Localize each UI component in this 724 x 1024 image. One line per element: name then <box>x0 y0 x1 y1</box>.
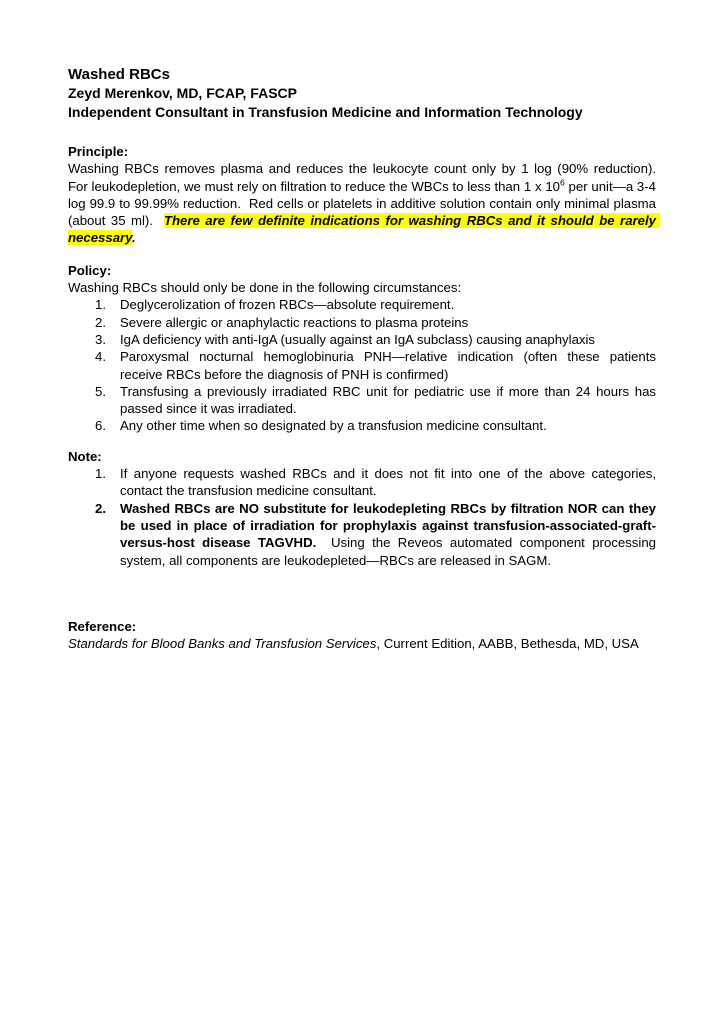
list-number: 6. <box>95 418 106 434</box>
policy-item-6 <box>95 417 656 434</box>
note-list <box>95 465 660 569</box>
list-number: 1. <box>95 297 106 313</box>
policy-list <box>95 296 660 434</box>
doc-author: Zeyd Merenkov, MD, FCAP, FASCP <box>68 85 297 101</box>
list-number: 5. <box>95 383 106 399</box>
policy-intro: Washing RBCs should only be done in the following circumstances: <box>68 280 462 296</box>
policy-heading: Policy: <box>68 262 112 278</box>
reference-title-italic: Standards for Blood Banks and Transfusion Services <box>68 636 377 652</box>
note-heading: Note: <box>68 448 102 464</box>
note-item-2-normal-text: Using the Reveos automated component processing system, all components are leukodepleted—RBCs are released in SAGM. <box>120 535 660 568</box>
list-number: 2. <box>95 500 106 516</box>
list-item-text: Any other time when so designated by a transfusion medicine consultant. <box>120 418 547 434</box>
list-number: 1. <box>95 466 106 482</box>
section-policy <box>68 262 660 435</box>
reference-details: , Current Edition, AABB, Bethesda, MD, USA <box>376 636 639 652</box>
principle-text-before-sup: Washing RBCs removes plasma and reduces the leukocyte count only by 1 log (90% reduction). For leukodepletion, we must rely on filtration to reduce the WBCs to less than 1 x 10 <box>68 161 664 194</box>
list-number: 3. <box>95 331 106 347</box>
principle-heading: Principle: <box>68 144 129 159</box>
list-number: 4. <box>95 349 106 365</box>
highlight-trailing-period: . <box>132 230 136 246</box>
doc-affiliation: Independent Consultant in Transfusion Medicine and Information Technology <box>68 104 583 120</box>
note-item-2-bold-text: Washed RBCs are NO substitute for leukodepleting RBCs by filtration NOR can they be used in place of irradiation for prophylaxis against transfusion-associated-graft-versus-host disease TAGVHD. <box>120 500 660 551</box>
highlighted-statement: There are few definite indications for washing RBCs and it should be rarely necessary <box>68 213 660 246</box>
list-item-text: If anyone requests washed RBCs and it does not fit into one of the above categories, contact the transfusion medicine consultant. <box>120 466 660 499</box>
section-principle <box>68 143 664 247</box>
list-item-text: IgA deficiency with anti-IgA (usually against an IgA subclass) causing anaphylaxis <box>120 331 596 347</box>
policy-item-2 <box>95 314 656 331</box>
policy-item-1 <box>95 296 656 313</box>
note-item-1 <box>95 465 660 500</box>
principle-text-after-sup: per unit—a 3-4 log 99.9 to 99.99% reduction. Red cells or platelets in additive solution contain only minimal plasma (about 35 ml). <box>68 178 660 229</box>
doc-title: Washed RBCs <box>68 66 170 83</box>
section-note <box>68 448 660 569</box>
reference-paragraph <box>68 635 656 652</box>
list-item-text <box>120 500 660 569</box>
principle-paragraph <box>68 160 664 246</box>
exponent-superscript: 6 <box>560 177 565 188</box>
policy-item-3 <box>95 331 656 348</box>
reference-heading: Reference: <box>68 618 137 634</box>
list-item-text: Severe allergic or anaphylactic reactions to plasma proteins <box>120 314 469 330</box>
list-item-text: Paroxysmal nocturnal hemoglobinuria PNH—relative indication (often these patients receive RBCs before the diagnosis of PNH is confirmed) <box>120 349 660 382</box>
policy-item-5 <box>95 383 660 418</box>
list-item-text: Deglycerolization of frozen RBCs—absolute requirement. <box>120 297 455 313</box>
policy-item-4 <box>95 348 660 383</box>
document-header <box>68 65 656 122</box>
list-number: 2. <box>95 314 106 330</box>
note-item-2 <box>95 500 660 569</box>
section-reference <box>68 618 656 653</box>
list-item-text: Transfusing a previously irradiated RBC unit for pediatric use if more than 24 hours has passed since it was irradiated. <box>120 383 660 417</box>
